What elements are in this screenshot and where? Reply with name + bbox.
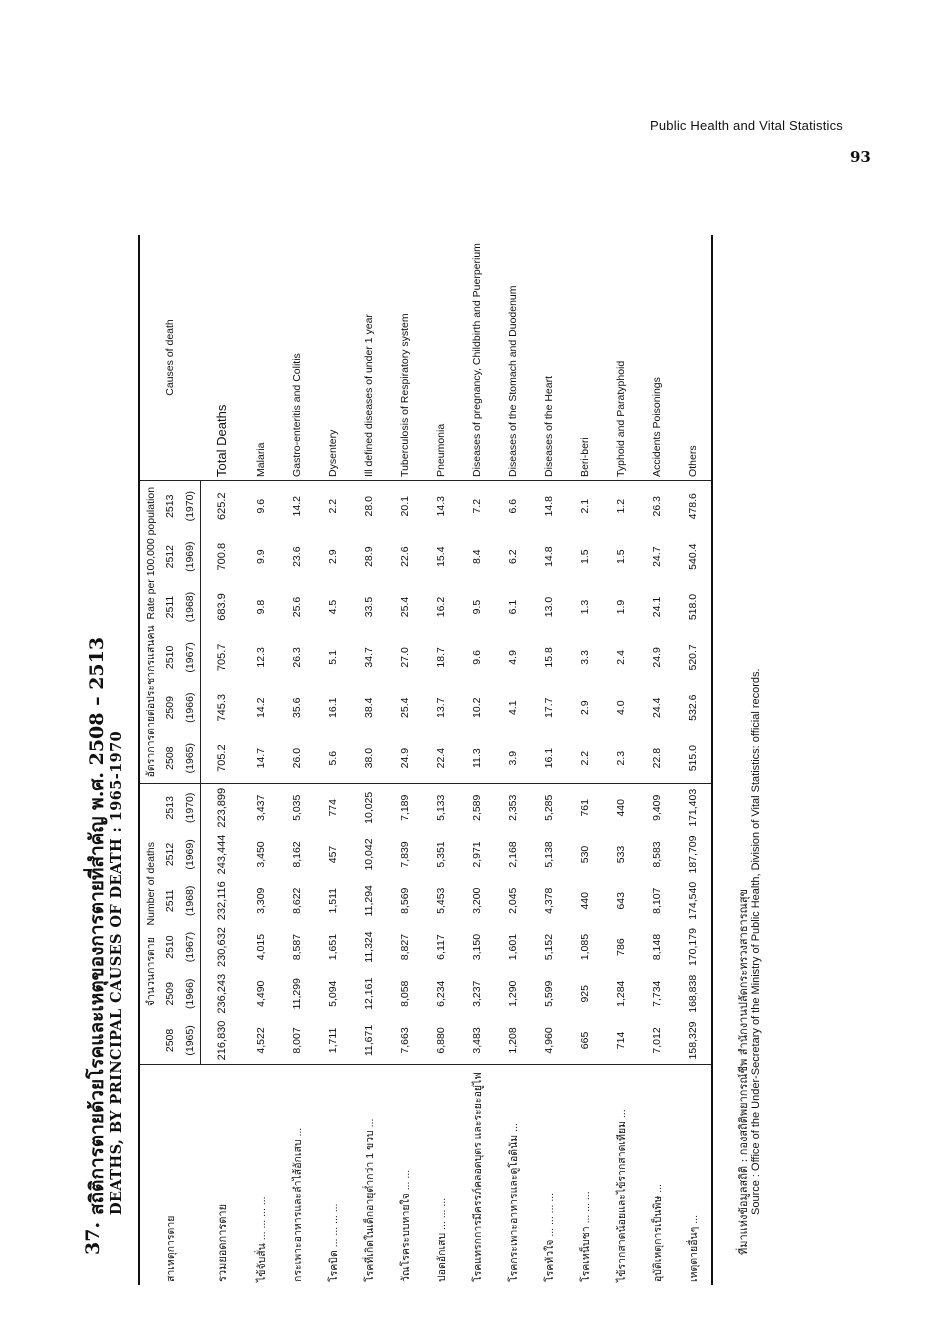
cause-thai: ไข้รากสาดน้อยและไข้รากสาดเทียม ...: [603, 1064, 639, 1285]
death-count-cell: 925: [579, 985, 591, 1003]
cause-english: Diseases of the Stomach and Duodenum: [495, 235, 531, 480]
cause-english: Others: [675, 235, 712, 480]
cause-thai: ปอดอักเสบ ... ... ...: [423, 1064, 459, 1285]
death-count-cell: 5,138: [543, 841, 555, 868]
death-rate-cell: 4.9: [507, 650, 519, 665]
death-count-cell: 4,960: [543, 1027, 555, 1054]
death-count-cell: 1,085: [579, 933, 591, 961]
death-rate-cell: 9.9: [255, 549, 267, 564]
death-rate-cell: 22.4: [435, 747, 447, 769]
death-rate-cell: 11.3: [471, 748, 483, 768]
death-count-cell: 5,035: [279, 784, 315, 831]
death-rate-cell: 705.2: [216, 744, 228, 772]
death-count-cell: 216,830: [216, 1020, 228, 1061]
death-rate-cell: 2.9: [579, 700, 591, 716]
death-rate-cell: 28.0: [363, 496, 375, 517]
death-count-cell: 223,899: [201, 784, 244, 831]
cause-english: Ill defined diseases of under 1 year: [351, 235, 387, 480]
table-number: 37.: [82, 1221, 104, 1255]
death-count-cell: 168,838: [675, 970, 712, 1017]
death-rate-cell: 478.6: [675, 480, 712, 531]
year-ad-header: (1967): [180, 632, 201, 682]
death-count-cell: 3,483: [471, 1027, 483, 1054]
year-ad-header: (1965): [180, 1017, 201, 1064]
death-rate-cell: 2.1: [579, 498, 591, 514]
death-rate-cell: 25.4: [399, 697, 411, 718]
death-count-cell: 8,587: [291, 933, 303, 961]
cause-english: Dysentery: [315, 235, 351, 480]
death-rate-cell: 20.1: [399, 496, 411, 517]
death-rate-cell: 5.1: [327, 650, 339, 665]
death-count-cell: 761: [567, 784, 603, 831]
year-be-header: 2510: [164, 935, 176, 959]
cause-thai: โรคที่เกิดในเด็กอายุต่ำกว่า 1 ขวบ ...: [351, 1064, 387, 1285]
cause-english: Accidents Poisonings: [639, 235, 675, 480]
deaths-header-thai: จำนวนการตาย: [144, 937, 157, 1007]
death-count-cell: 1,511: [327, 888, 339, 914]
death-count-cell: 243,444: [216, 834, 228, 875]
death-count-cell: 5,599: [543, 980, 555, 1007]
death-count-cell: 8,569: [399, 887, 411, 914]
rate-header-english: Rate per 100,000 population: [144, 486, 157, 620]
death-rate-cell: 15.4: [435, 546, 447, 567]
death-rate-cell: 1.9: [615, 599, 627, 615]
source-english: Source : Office of the Under-Secretary of the Ministry of Public Health, Division of Vital Statistics: official records.: [750, 668, 762, 1215]
death-rate-cell: 16.1: [327, 697, 339, 718]
cause-thai: กระเพาะอาหารและลำไส้อักเสบ ...: [279, 1064, 315, 1285]
deaths-group-header: [139, 784, 160, 1064]
year-be-header: 2509: [164, 982, 176, 1006]
death-count-cell: 3,450: [255, 841, 267, 868]
death-rate-cell: 16.1: [543, 747, 555, 769]
death-count-cell: 171,403: [675, 784, 712, 831]
death-rate-cell: 5.6: [327, 750, 339, 766]
death-rate-cell: 22.6: [399, 546, 411, 567]
death-rate-cell: 625.2: [216, 492, 228, 520]
death-count-cell: 1,290: [507, 980, 519, 1007]
table-row: [387, 235, 423, 1285]
death-count-cell: 11,299: [291, 978, 303, 1010]
death-rate-cell: 26.3: [291, 647, 303, 668]
year-be-header: 2511: [164, 889, 176, 913]
cause-thai: เหตุตายอื่นๆ ...: [675, 1064, 712, 1285]
death-rate-cell: 700.8: [216, 542, 228, 571]
year-ad-header: (1969): [180, 532, 201, 582]
cause-english: Diseases of pregnancy, Childbirth and Puerperium: [459, 235, 495, 480]
death-rate-cell: 14.7: [255, 747, 267, 769]
table-row: [495, 235, 531, 1285]
death-count-cell: 533: [615, 845, 627, 864]
death-rate-cell: 12.3: [255, 647, 267, 668]
year-be-header: 2512: [164, 545, 176, 569]
death-rate-cell: 3.3: [579, 650, 591, 665]
death-rate-cell: 520.7: [675, 632, 712, 682]
death-rate-cell: 27.0: [399, 647, 411, 668]
year-ad-header: (1969): [180, 831, 201, 878]
table-row: [459, 235, 495, 1285]
year-ad-header: (1970): [180, 784, 201, 831]
death-rate-cell: 683.9: [216, 593, 228, 621]
death-count-cell: 7,734: [651, 980, 663, 1007]
death-count-cell: 12,161: [363, 977, 375, 1010]
death-count-cell: 4,015: [255, 933, 267, 961]
death-count-cell: 457: [327, 845, 339, 864]
rate-group-header: [139, 480, 160, 783]
year-ad-header: (1966): [180, 683, 201, 733]
cause-header-english: Causes of death: [139, 235, 201, 480]
death-count-cell: 6,117: [435, 934, 447, 960]
year-ad-header: (1970): [180, 480, 201, 531]
cause-thai: โรคบิด ... ... ... ...: [315, 1064, 351, 1285]
table-row: [243, 235, 279, 1285]
death-rate-cell: 6.6: [507, 498, 519, 514]
death-rate-cell: 38.4: [363, 697, 375, 718]
cause-thai: โรคกระเพาะอาหารและดูโอดินัม ...: [495, 1064, 531, 1285]
death-count-cell: 8,622: [291, 887, 303, 914]
death-rate-cell: 9.6: [471, 650, 483, 665]
deaths-table: [138, 235, 713, 1285]
death-count-cell: 8,827: [399, 933, 411, 961]
death-rate-cell: 1.5: [579, 549, 591, 564]
year-be-header: 2512: [164, 842, 176, 867]
death-rate-cell: 33.5: [363, 596, 375, 618]
year-be-header: 2510: [164, 645, 176, 670]
death-count-cell: 11,324: [363, 931, 375, 963]
death-rate-cell: 13.7: [435, 697, 447, 718]
death-rate-cell: 14.8: [543, 496, 555, 517]
death-count-cell: 3,150: [471, 933, 483, 961]
death-count-cell: 11,671: [363, 1024, 375, 1057]
death-count-cell: 7,189: [387, 784, 423, 831]
year-ad-header: (1966): [180, 970, 201, 1017]
cause-english: Diseases of the Heart: [531, 235, 567, 480]
death-rate-cell: 518.0: [675, 582, 712, 632]
death-rate-cell: 4.0: [615, 700, 627, 716]
table-row: [639, 235, 675, 1285]
death-count-cell: 236,243: [216, 973, 228, 1014]
death-count-cell: 230,632: [216, 927, 228, 967]
death-count-cell: 2,589: [459, 784, 495, 831]
death-rate-cell: 24.4: [651, 697, 663, 718]
cause-thai: โรคหัวใจ ... ... ... ...: [531, 1064, 567, 1285]
running-header: Public Health and Vital Statistics: [650, 118, 843, 133]
death-rate-cell: 3.9: [507, 750, 519, 766]
death-rate-cell: 6.1: [507, 599, 519, 615]
table-body: [201, 235, 713, 1285]
death-rate-cell: 515.0: [675, 733, 712, 784]
cause-thai: ไข้จับสั่น ... ... ... ...: [243, 1064, 279, 1285]
death-count-cell: 5,453: [435, 887, 447, 914]
table-row: [423, 235, 459, 1285]
death-rate-cell: 10.2: [471, 697, 483, 718]
death-count-cell: 6,880: [435, 1027, 447, 1054]
year-ad-header: (1967): [180, 924, 201, 971]
title-thai: สถิติการตายด้วยโรคและเหตุของการตายที่สำคัญ พ.ศ. 2508 – 2513: [86, 636, 108, 1215]
death-count-cell: 7,839: [399, 841, 411, 868]
death-rate-cell: 18.7: [435, 647, 447, 668]
death-count-cell: 10,025: [351, 784, 387, 831]
death-count-cell: 5,094: [327, 980, 339, 1007]
death-count-cell: 4,490: [255, 980, 267, 1007]
death-rate-cell: 14.3: [435, 496, 447, 517]
table-row: [351, 235, 387, 1285]
death-rate-cell: 2.9: [327, 549, 339, 564]
death-rate-cell: 2.3: [615, 750, 627, 766]
death-count-cell: 665: [579, 1031, 591, 1050]
death-count-cell: 8,162: [291, 841, 303, 868]
death-rate-cell: 9.6: [255, 498, 267, 514]
death-count-cell: 5,133: [423, 784, 459, 831]
death-rate-cell: 23.6: [291, 546, 303, 567]
death-count-cell: 174,540: [675, 878, 712, 924]
cause-thai: โรคเหน็บชา ... ... ...: [567, 1064, 603, 1285]
death-rate-cell: 14.2: [291, 496, 303, 517]
death-count-cell: 530: [579, 845, 591, 864]
death-rate-cell: 24.1: [651, 596, 663, 618]
death-count-cell: 4,522: [255, 1027, 267, 1054]
death-rate-cell: 2.4: [615, 650, 627, 665]
death-count-cell: 4,378: [543, 887, 555, 914]
year-be-header: 2513: [160, 784, 180, 831]
death-rate-cell: 25.4: [399, 596, 411, 618]
death-count-cell: 3,309: [255, 887, 267, 914]
death-count-cell: 8,148: [651, 933, 663, 961]
death-count-cell: 3,200: [471, 887, 483, 914]
title-english: DEATHS, BY PRINCIPAL CAUSES OF DEATH : 1965-1970: [108, 730, 125, 1215]
death-rate-cell: 34.7: [363, 647, 375, 668]
death-rate-cell: 24.9: [399, 747, 411, 769]
year-be-header: 2509: [164, 696, 176, 720]
death-count-cell: 2,353: [495, 784, 531, 831]
death-count-cell: 7,012: [651, 1027, 663, 1054]
cause-english: Gastro-enteritis and Colitis: [279, 235, 315, 480]
death-rate-cell: 24.9: [651, 647, 663, 668]
death-count-cell: 7,663: [399, 1027, 411, 1054]
death-rate-cell: 1.2: [615, 498, 627, 514]
death-count-cell: 3,237: [471, 980, 483, 1007]
death-count-cell: 774: [315, 784, 351, 831]
source-thai: ที่มาแห่งข้อมูลสถิติ : กองสถิติพยากรณ์ชีพ สำนักงานปลัดกระทรวงสาธารณสุข: [737, 888, 750, 1255]
cause-english: Malaria: [243, 235, 279, 480]
death-count-cell: 1,284: [615, 980, 627, 1007]
death-rate-cell: 26.0: [291, 747, 303, 769]
table-row: [567, 235, 603, 1285]
death-count-cell: 5,152: [543, 933, 555, 961]
death-count-cell: 6,234: [435, 980, 447, 1007]
death-rate-cell: 4.1: [507, 700, 519, 716]
death-count-cell: 3,437: [243, 784, 279, 831]
death-rate-cell: 17.7: [543, 697, 555, 718]
cause-english: Tuberculosis of Respiratory system: [387, 235, 423, 480]
deaths-header-english: Number of deaths: [144, 842, 157, 926]
death-count-cell: 1,651: [327, 933, 339, 961]
death-rate-cell: 7.2: [471, 498, 483, 514]
death-rate-cell: 15.8: [543, 647, 555, 668]
table-row: [279, 235, 315, 1285]
death-rate-cell: 1.5: [615, 549, 627, 564]
death-rate-cell: 532.6: [675, 683, 712, 733]
death-count-cell: 643: [615, 892, 627, 910]
death-rate-cell: 26.3: [651, 496, 663, 517]
death-rate-cell: 2.2: [327, 498, 339, 514]
death-count-cell: 187,709: [675, 831, 712, 878]
year-ad-header: (1968): [180, 878, 201, 924]
death-count-cell: 5,285: [531, 784, 567, 831]
death-rate-cell: 6.2: [507, 549, 519, 564]
death-rate-cell: 13.0: [543, 596, 555, 618]
year-be-header: 2508: [164, 746, 176, 770]
cause-thai: รวมยอดการตาย: [201, 1064, 244, 1285]
death-count-cell: 786: [615, 938, 627, 956]
year-be-header: 2513: [164, 494, 176, 518]
death-count-cell: 440: [603, 784, 639, 831]
cause-english: Total Deaths: [201, 235, 244, 480]
death-count-cell: 2,168: [507, 841, 519, 868]
year-be-header: 2511: [164, 595, 176, 619]
death-rate-cell: 540.4: [675, 532, 712, 582]
death-count-cell: 2,971: [471, 841, 483, 868]
table-row: [603, 235, 639, 1285]
year-ad-header: (1968): [180, 582, 201, 632]
death-count-cell: 170,179: [675, 924, 712, 971]
death-count-cell: 8,058: [399, 980, 411, 1007]
death-rate-cell: 24.7: [651, 546, 663, 567]
death-rate-cell: 4.5: [327, 599, 339, 615]
cause-english: Typhoid and Paratyphoid: [603, 235, 639, 480]
cause-thai: โรคแทรกการมีครรภ์คลอดบุตร และระยะอยู่ไฟ: [459, 1064, 495, 1285]
total-row: [201, 235, 244, 1285]
death-rate-cell: 14.2: [255, 697, 267, 718]
page-number: 93: [850, 148, 871, 166]
death-count-cell: 8,007: [291, 1027, 303, 1054]
death-rate-cell: 25.6: [291, 596, 303, 618]
death-rate-cell: 1.3: [579, 599, 591, 615]
rate-header-thai: อัตราการตายต่อประชากรแสนคน: [144, 625, 157, 778]
death-rate-cell: 9.5: [471, 599, 483, 615]
death-count-cell: 232,116: [216, 881, 228, 921]
death-count-cell: 1,711: [327, 1027, 339, 1054]
death-count-cell: 440: [579, 892, 591, 910]
death-rate-cell: 22.8: [651, 747, 663, 769]
death-rate-cell: 38.0: [363, 747, 375, 769]
cause-english: Pneumonia: [423, 235, 459, 480]
table-row: [531, 235, 567, 1285]
death-rate-cell: 28.9: [363, 546, 375, 567]
death-rate-cell: 16.2: [435, 596, 447, 618]
death-rate-cell: 35.6: [291, 697, 303, 718]
cause-header-thai: สาเหตุการตาย: [139, 1064, 201, 1285]
table-row: [315, 235, 351, 1285]
death-count-cell: 2,045: [507, 887, 519, 914]
death-count-cell: 9,409: [639, 784, 675, 831]
table-row: [675, 235, 712, 1285]
death-count-cell: 1,601: [507, 933, 519, 961]
death-count-cell: 8,107: [651, 887, 663, 914]
death-count-cell: 11,294: [363, 885, 375, 917]
death-count-cell: 5,351: [435, 841, 447, 868]
death-count-cell: 8,583: [651, 841, 663, 868]
death-count-cell: 1,208: [507, 1027, 519, 1054]
death-rate-cell: 8.4: [471, 549, 483, 564]
death-rate-cell: 14.8: [543, 546, 555, 567]
cause-thai: อุบัติเหตุการเป็นพิษ ...: [639, 1064, 675, 1285]
year-be-header: 2508: [164, 1028, 176, 1053]
cause-english: Beri-beri: [567, 235, 603, 480]
death-count-cell: 10,042: [363, 838, 375, 871]
death-rate-cell: 745.3: [216, 693, 228, 722]
death-rate-cell: 9.8: [255, 599, 267, 615]
death-rate-cell: 705.7: [216, 643, 228, 672]
death-count-cell: 158,329: [675, 1017, 712, 1064]
year-ad-header: (1965): [180, 733, 201, 784]
rotated-table-block: [82, 235, 762, 1285]
cause-thai: วัณโรคระบบหายใจ ... ...: [387, 1064, 423, 1285]
death-count-cell: 714: [615, 1031, 627, 1050]
death-rate-cell: 2.2: [579, 750, 591, 766]
